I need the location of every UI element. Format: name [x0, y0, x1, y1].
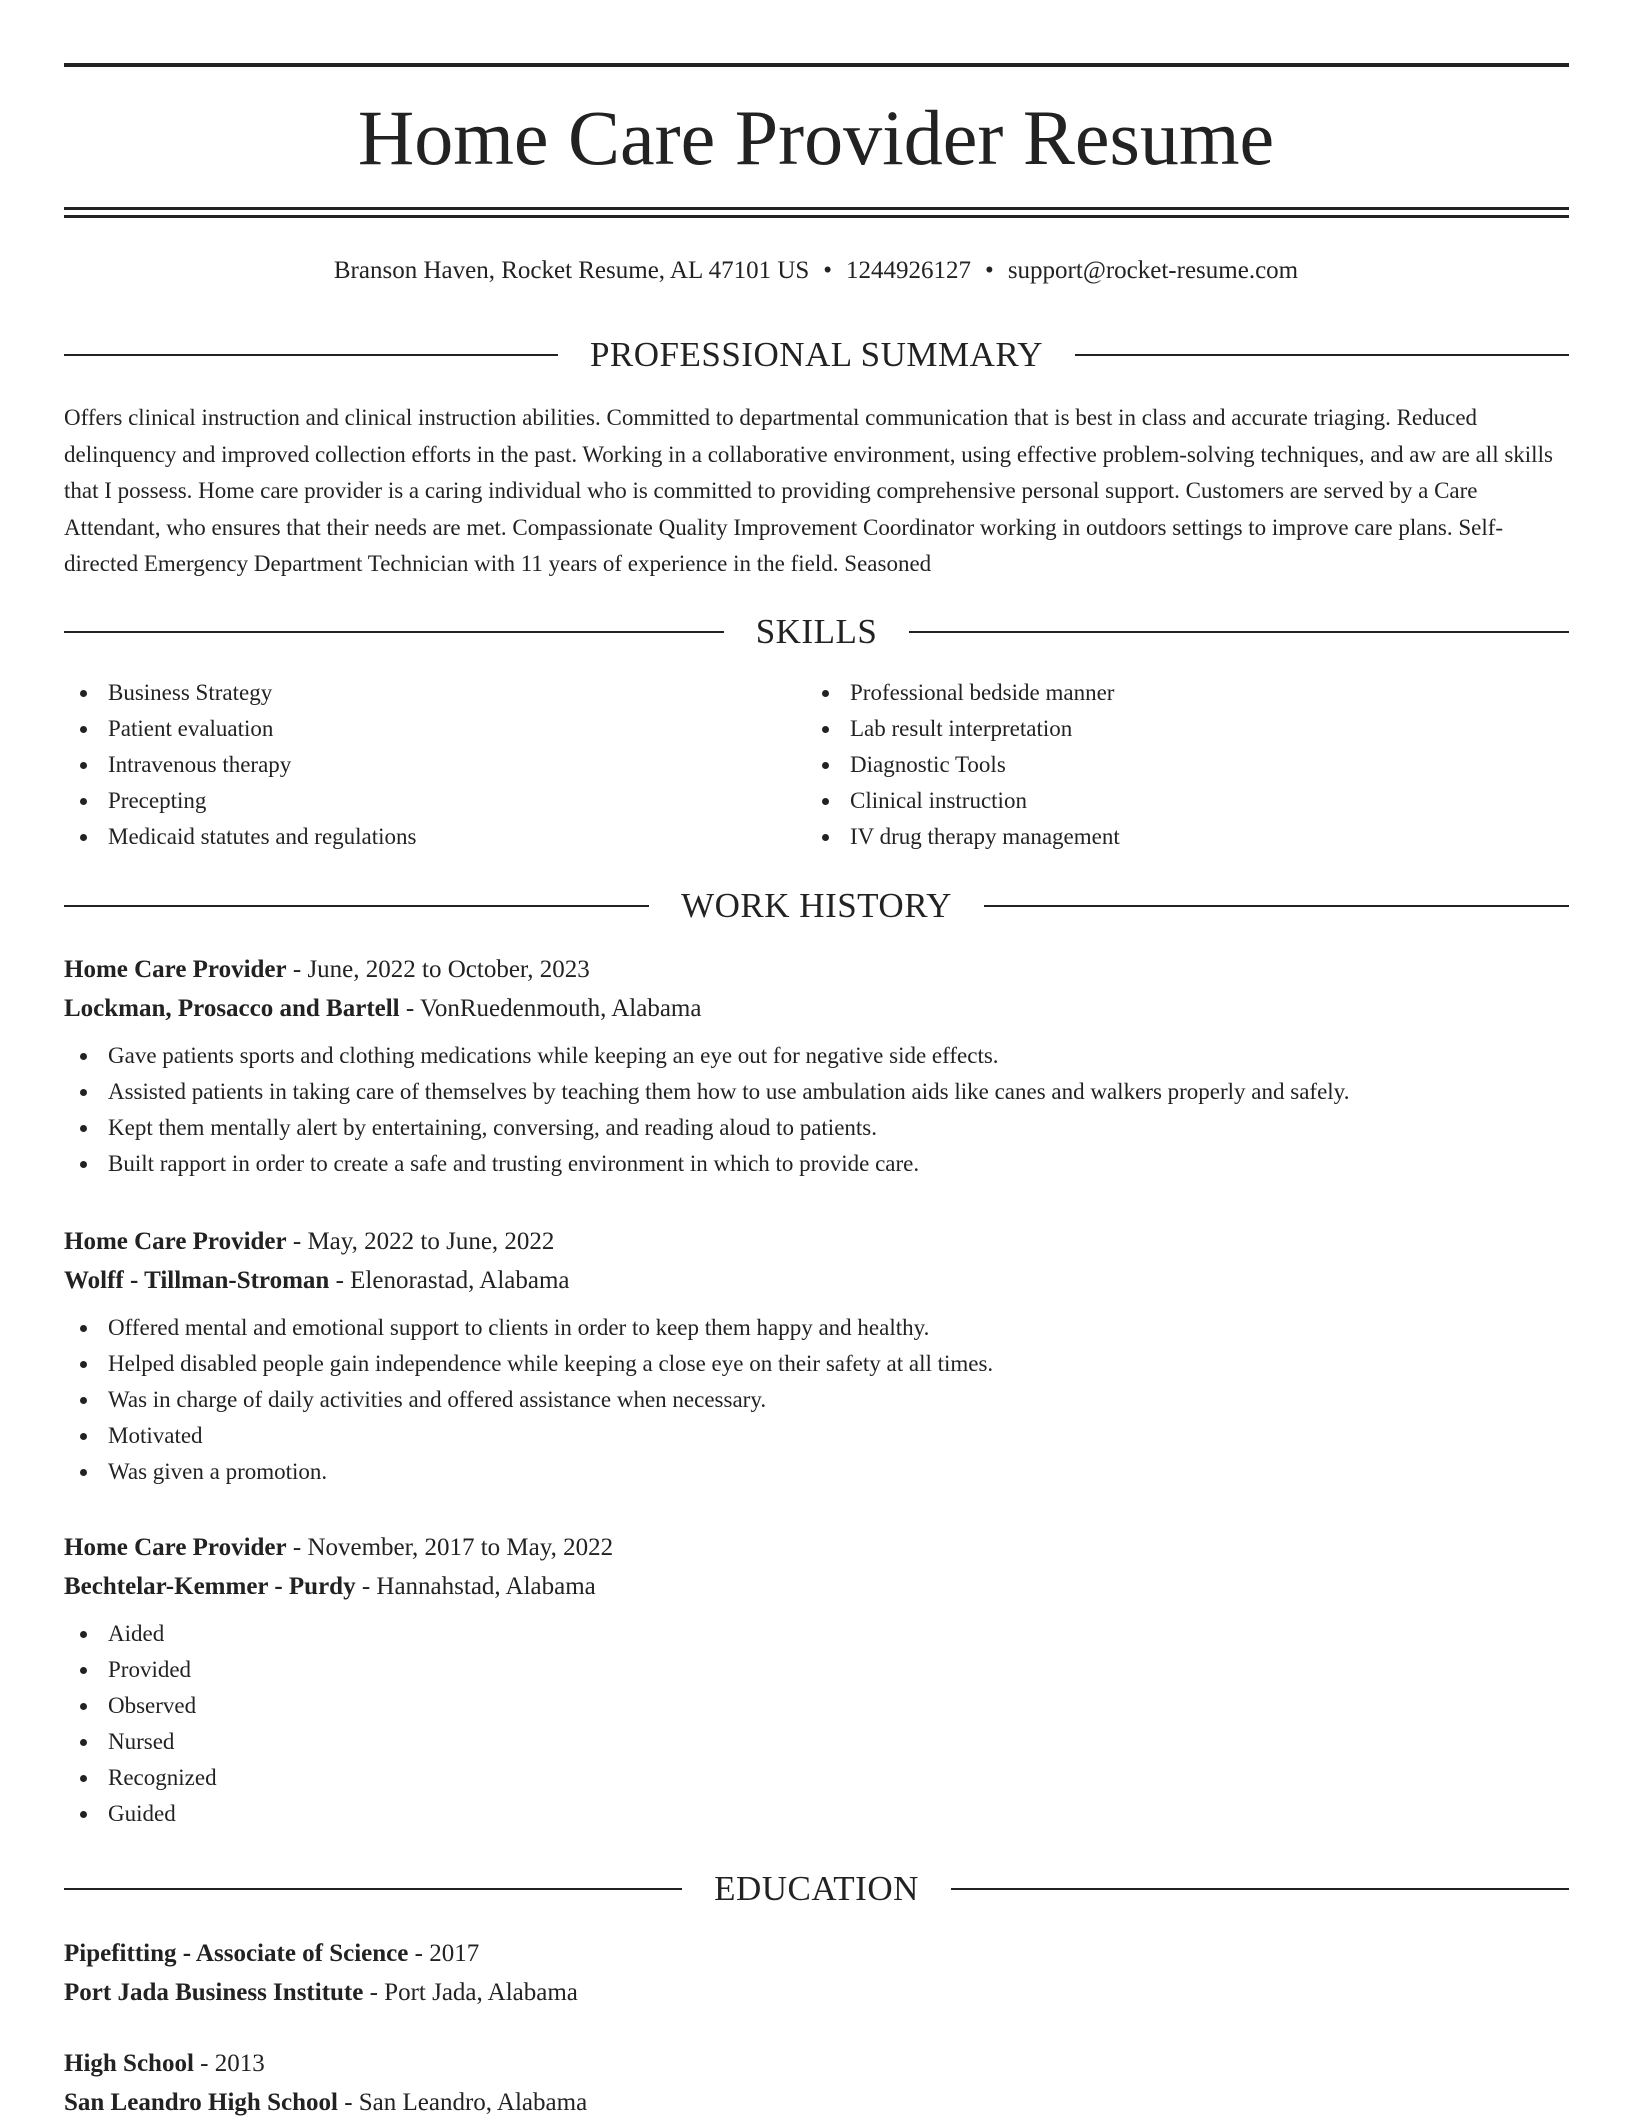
dash: -	[292, 1228, 302, 1255]
contact-separator: •	[985, 257, 994, 284]
title-rule-lower	[64, 215, 1569, 218]
section-rule	[1075, 354, 1569, 356]
job-company: Wolff - Tillman-Stroman	[64, 1267, 330, 1294]
dash: -	[200, 2050, 209, 2077]
job-title: Home Care Provider	[64, 956, 287, 983]
education-school-line	[64, 1973, 1569, 2012]
job-title: Home Care Provider	[64, 1534, 287, 1561]
contact-separator: •	[823, 257, 833, 284]
page-title: Home Care Provider Resume	[357, 94, 1275, 181]
job-location: VonRuedenmouth, Alabama	[420, 995, 702, 1022]
section-title: PROFESSIONAL SUMMARY	[589, 335, 1044, 374]
contact-line	[0, 254, 1632, 288]
education-entry	[64, 2044, 1569, 2122]
section-rule	[909, 631, 1569, 633]
education-school: San Leandro High School	[64, 2089, 338, 2116]
section-rule	[64, 905, 649, 907]
skill-item: Precepting	[64, 783, 764, 819]
top-rule	[64, 63, 1569, 67]
job-company-line	[64, 1261, 1569, 1300]
job-title-line	[64, 1528, 1569, 1567]
job-entry	[64, 950, 1569, 1182]
job-dates: November, 2017 to May, 2022	[307, 1534, 614, 1561]
education-degree: Pipefitting - Associate of Science	[64, 1940, 409, 1967]
job-bullet: Was in charge of daily activities and offered assistance when necessary.	[64, 1382, 1569, 1418]
skills-column-left	[64, 675, 764, 855]
job-location: Hannahstad, Alabama	[376, 1573, 596, 1600]
education-school-line	[64, 2083, 1569, 2122]
section-header-work	[64, 884, 1569, 928]
section-title: EDUCATION	[714, 1869, 919, 1908]
job-bullet: Assisted patients in taking care of themselves by teaching them how to use ambulation aids like canes and walkers properly and safely.	[64, 1074, 1569, 1110]
education-year: 2013	[214, 2050, 265, 2077]
job-company-line	[64, 1567, 1569, 1606]
section-rule	[984, 905, 1569, 907]
skill-item: Clinical instruction	[806, 783, 1506, 819]
skills-column-right	[806, 675, 1506, 855]
dash: -	[369, 1979, 378, 2006]
job-bullet: Nursed	[64, 1724, 1569, 1760]
education-school: Port Jada Business Institute	[64, 1979, 364, 2006]
job-location: Elenorastad, Alabama	[350, 1267, 570, 1294]
skill-item: Lab result interpretation	[806, 711, 1506, 747]
section-rule	[64, 1888, 682, 1890]
section-rule	[64, 354, 558, 356]
skill-item: Patient evaluation	[64, 711, 764, 747]
dash: -	[405, 995, 415, 1022]
education-degree-line	[64, 1934, 1569, 1973]
section-title: WORK HISTORY	[681, 886, 952, 925]
job-title-line	[64, 1222, 1569, 1261]
job-bullet: Motivated	[64, 1418, 1569, 1454]
education-entry	[64, 1934, 1569, 2012]
dash: -	[344, 2089, 353, 2116]
job-bullet: Was given a promotion.	[64, 1454, 1569, 1490]
job-bullet: Kept them mentally alert by entertaining, conversing, and reading aloud to patients.	[64, 1110, 1569, 1146]
job-title: Home Care Provider	[64, 1228, 287, 1255]
job-company-line	[64, 989, 1569, 1028]
contact-phone: 1244926127	[846, 257, 972, 284]
section-header-skills	[64, 610, 1569, 654]
skill-item: Business Strategy	[64, 675, 764, 711]
job-bullet: Gave patients sports and clothing medications while keeping an eye out for negative side effects.	[64, 1038, 1569, 1074]
title-rule-upper	[64, 207, 1569, 210]
section-title: SKILLS	[755, 612, 878, 651]
job-dates: June, 2022 to October, 2023	[307, 956, 590, 983]
education-degree-line	[64, 2044, 1569, 2083]
dash: -	[292, 956, 302, 983]
skill-item: Diagnostic Tools	[806, 747, 1506, 783]
section-rule	[64, 631, 724, 633]
job-company: Bechtelar-Kemmer - Purdy	[64, 1573, 356, 1600]
section-rule	[951, 1888, 1569, 1890]
dash: -	[335, 1267, 344, 1294]
education-location: Port Jada, Alabama	[384, 1979, 578, 2006]
summary-text: Offers clinical instruction and clinical instruction abilities. Committed to departmental communication that is best in class and accurate triaging. Reduced delinquency and improved collection efforts in the past. Working in a collaborative environment, using effective problem-solving techniques, and aw are all skills that I possess. Home care provider is a caring individual who is committed to providing comprehensive personal support. Customers are served by a Care Attendant, who ensures that their needs are met. Compassionate Quality Improvement Coordinator working in outdoors settings to improve care plans. Self-directed Emergency Department Technician with 11 years of experience in the field. Seasoned	[64, 405, 1553, 576]
job-bullet: Helped disabled people gain independence while keeping a close eye on their safety at all times.	[64, 1346, 1569, 1382]
education-degree: High School	[64, 2050, 194, 2077]
job-title-line	[64, 950, 1569, 989]
dash: -	[414, 1940, 423, 1967]
job-bullet: Recognized	[64, 1760, 1569, 1796]
education-year: 2017	[429, 1940, 480, 1967]
job-entry	[64, 1528, 1569, 1832]
section-header-education	[64, 1867, 1569, 1911]
job-dates: May, 2022 to June, 2022	[307, 1228, 555, 1255]
dash: -	[292, 1534, 302, 1561]
job-bullet: Aided	[64, 1616, 1569, 1652]
education-location: San Leandro, Alabama	[358, 2089, 588, 2116]
section-header-summary	[64, 333, 1569, 377]
job-company: Lockman, Prosacco and Bartell	[64, 995, 400, 1022]
contact-address: Branson Haven, Rocket Resume, AL 47101 US	[333, 257, 810, 284]
job-bullet: Built rapport in order to create a safe and trusting environment in which to provide care.	[64, 1146, 1569, 1182]
job-bullet: Offered mental and emotional support to clients in order to keep them happy and healthy.	[64, 1310, 1569, 1346]
job-bullet: Provided	[64, 1652, 1569, 1688]
skill-item: Professional bedside manner	[806, 675, 1506, 711]
dash: -	[361, 1573, 371, 1600]
job-entry	[64, 1222, 1569, 1490]
contact-email[interactable]: support@rocket-resume.com	[1007, 257, 1299, 284]
skill-item: Intravenous therapy	[64, 747, 764, 783]
job-bullet: Observed	[64, 1688, 1569, 1724]
skill-item: IV drug therapy management	[806, 819, 1506, 855]
skill-item: Medicaid statutes and regulations	[64, 819, 764, 855]
job-bullet: Guided	[64, 1796, 1569, 1832]
